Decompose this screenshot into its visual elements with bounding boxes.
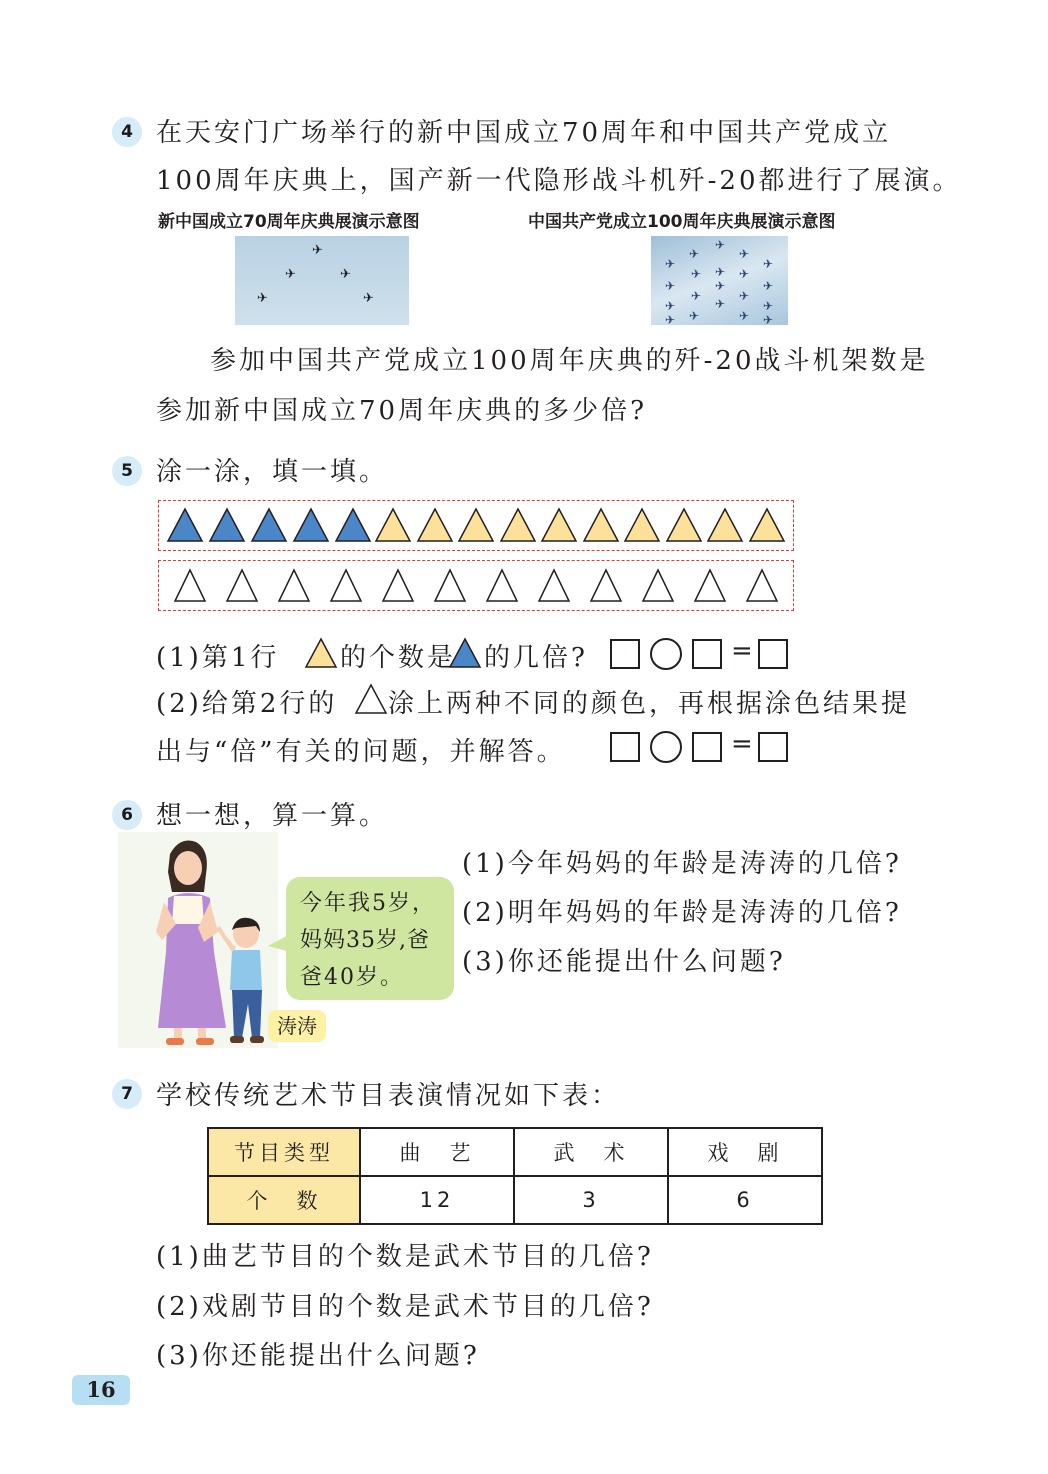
table-cell: 个 数 [208, 1176, 360, 1224]
jet-icon: ✈ [763, 313, 774, 325]
q4-question-line2: 参加新中国成立70周年庆典的多少倍? [156, 396, 648, 426]
operator-circle-2[interactable] [650, 731, 682, 763]
q6-sub1: (1)今年妈妈的年龄是涛涛的几倍? [462, 849, 902, 879]
blank-triangle[interactable] [175, 570, 205, 601]
triangle-row-1 [158, 500, 794, 551]
blank-triangle[interactable] [227, 570, 257, 601]
answer-box-1c[interactable] [758, 639, 788, 669]
jet-icon: ✈ [689, 309, 700, 323]
jet-icon: ✈ [715, 238, 726, 252]
yellow-triangle [667, 509, 701, 541]
blank-triangle[interactable] [279, 570, 309, 601]
table-row [208, 1176, 822, 1224]
blank-triangle[interactable] [539, 570, 569, 601]
q4-caption-right: 中国共产党成立100周年庆典展演示意图 [528, 212, 836, 232]
jet-icon: ✈ [340, 267, 351, 282]
mother-and-boy-illustration [118, 832, 278, 1048]
yellow-triangle [584, 509, 618, 541]
yellow-triangle [418, 509, 452, 541]
q5-sub1-suffix: 的几倍? [484, 643, 588, 673]
table-cell: 3 [514, 1176, 668, 1224]
bubble-tail [268, 934, 290, 954]
jet-icon: ✈ [763, 279, 774, 293]
table-cell: 12 [360, 1176, 514, 1224]
operator-circle-1[interactable] [650, 638, 682, 670]
blue-triangle [210, 509, 244, 541]
q4-caption-left: 新中国成立70周年庆典展演示意图 [158, 212, 420, 232]
jet-icon: ✈ [689, 247, 700, 261]
jet-icon: ✈ [312, 243, 323, 258]
page-number: 16 [72, 1375, 130, 1405]
jet-icon: ✈ [739, 309, 750, 323]
blank-triangle[interactable] [331, 570, 361, 601]
q5-sub1-mid: 的个数是 [340, 643, 457, 673]
blue-triangle [336, 509, 370, 541]
q7-title: 学校传统艺术节目表演情况如下表： [156, 1081, 621, 1111]
yellow-triangle [459, 509, 493, 541]
jet-icon: ✈ [665, 279, 676, 293]
jet-icon: ✈ [665, 257, 676, 271]
table-header-row [208, 1128, 822, 1176]
table-cell: 节目类型 [208, 1128, 360, 1176]
q5-sub1-prefix: (1)第1行 [156, 643, 280, 673]
jet-icon: ✈ [739, 247, 750, 261]
answer-box-1a[interactable] [610, 639, 640, 669]
yellow-triangle [625, 509, 659, 541]
mother-face [174, 851, 202, 885]
blank-triangle[interactable] [435, 570, 465, 601]
jet-icon: ✈ [715, 265, 726, 279]
q7-sub1: (1)曲艺节目的个数是武术节目的几倍? [156, 1242, 654, 1272]
answer-box-2b[interactable] [692, 732, 722, 762]
yellow-triangle [501, 509, 535, 541]
equals-sign-2: = [731, 729, 753, 759]
bubble-line-3: 爸40岁。 [300, 965, 404, 990]
jet-icon: ✈ [763, 299, 774, 313]
q5-sub2-line2: 出与“倍”有关的问题，并解答。 [156, 737, 566, 767]
jet-icon: ✈ [691, 289, 702, 303]
yellow-triangle [708, 509, 742, 541]
jet-icon: ✈ [763, 257, 774, 271]
jet-icon: ✈ [665, 299, 676, 313]
bubble-line-2: 妈妈35岁,爸 [300, 928, 430, 953]
q4-question-line1: 参加中国共产党成立100周年庆典的歼-20战斗机架数是 [210, 346, 929, 376]
performance-table [207, 1127, 823, 1225]
blue-triangle [294, 509, 328, 541]
blank-triangle-inline-icon [354, 683, 388, 715]
q5-sub2-prefix: (2)给第2行的 [156, 689, 338, 719]
question-4-badge: 4 [112, 117, 142, 147]
q6-title: 想一想，算一算。 [156, 801, 389, 831]
question-6-badge: 6 [112, 800, 142, 830]
blue-triangle [168, 509, 202, 541]
question-7-badge: 7 [112, 1079, 142, 1109]
yellow-triangle [376, 509, 410, 541]
q6-sub3: (3)你还能提出什么问题? [462, 947, 786, 977]
blank-triangle[interactable] [383, 570, 413, 601]
jet-icon: ✈ [739, 289, 750, 303]
jet-icon: ✈ [715, 279, 726, 293]
formation-image-100th [651, 236, 788, 325]
answer-box-1b[interactable] [692, 639, 722, 669]
q5-sub2-suffix: 涂上两种不同的颜色，再根据涂色结果提 [388, 689, 911, 719]
blank-triangle[interactable] [747, 570, 777, 601]
blank-triangle[interactable] [487, 570, 517, 601]
jet-icon: ✈ [715, 297, 726, 311]
jet-icon: ✈ [665, 313, 676, 325]
triangle-row-2 [158, 560, 794, 611]
q6-sub2: (2)明年妈妈的年龄是涛涛的几倍? [462, 898, 902, 928]
boy-name-label: 涛涛 [268, 1010, 326, 1042]
speech-bubble [286, 877, 454, 1000]
yellow-triangle-inline-icon [304, 637, 338, 669]
table-cell: 戏 剧 [668, 1128, 822, 1176]
jet-icon: ✈ [285, 267, 296, 282]
jet-icon: ✈ [691, 267, 702, 281]
yellow-triangle [542, 509, 576, 541]
yellow-triangle [750, 509, 784, 541]
blue-triangle-inline-icon [448, 637, 482, 669]
blank-triangle[interactable] [591, 570, 621, 601]
q4-text-line1: 在天安门广场举行的新中国成立70周年和中国共产党成立 [156, 118, 892, 148]
jet-icon: ✈ [363, 291, 374, 306]
bubble-line-1: 今年我5岁， [300, 891, 436, 916]
q7-sub3: (3)你还能提出什么问题? [156, 1341, 480, 1371]
q7-sub2: (2)戏剧节目的个数是武术节目的几倍? [156, 1292, 654, 1322]
answer-box-2a[interactable] [610, 732, 640, 762]
jet-icon: ✈ [257, 291, 268, 306]
q5-title: 涂一涂，填一填。 [156, 457, 389, 487]
jet-icon: ✈ [739, 267, 750, 281]
table-cell: 曲 艺 [360, 1128, 514, 1176]
question-5-badge: 5 [112, 456, 142, 486]
blank-triangle[interactable] [695, 570, 725, 601]
blue-triangle [252, 509, 286, 541]
table-cell: 武 术 [514, 1128, 668, 1176]
answer-box-2c[interactable] [758, 732, 788, 762]
table-cell: 6 [668, 1176, 822, 1224]
formation-image-70th [235, 236, 409, 325]
boy-shirt [230, 950, 262, 990]
q4-text-line2: 100周年庆典上，国产新一代隐形战斗机歼-20都进行了展演。 [156, 166, 962, 196]
equals-sign-1: = [731, 636, 753, 666]
blank-triangle[interactable] [643, 570, 673, 601]
